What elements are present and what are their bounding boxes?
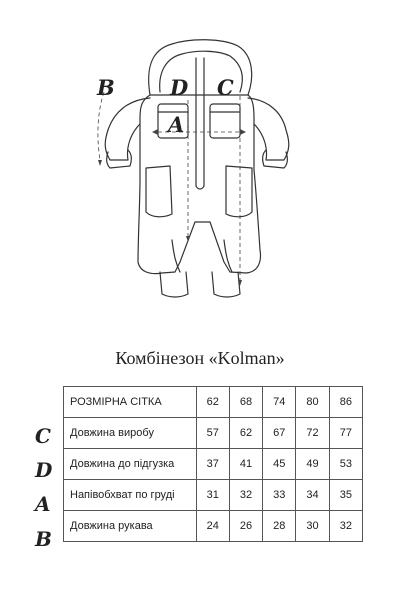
row-letter-a: A xyxy=(35,492,51,516)
row-letter-c: C xyxy=(35,424,51,448)
cell-value: 57 xyxy=(196,418,229,449)
cell-value: 53 xyxy=(329,449,362,480)
cell-value: 24 xyxy=(196,511,229,542)
label-a: A xyxy=(168,112,185,137)
side-pocket-right xyxy=(226,166,252,217)
cell-value: 49 xyxy=(296,449,329,480)
size-header: 74 xyxy=(263,387,296,418)
cell-value: 35 xyxy=(329,480,362,511)
table-row xyxy=(64,418,363,449)
left-ankle-cuff xyxy=(160,272,188,297)
cell-value: 41 xyxy=(229,449,262,480)
cell-value: 67 xyxy=(263,418,296,449)
row-label: Довжина виробу xyxy=(64,418,197,449)
size-chart-table xyxy=(63,386,363,542)
label-d: D xyxy=(170,75,189,100)
size-header: 62 xyxy=(196,387,229,418)
row-letter-b: B xyxy=(35,527,52,551)
label-b: B xyxy=(97,75,115,100)
cell-value: 45 xyxy=(263,449,296,480)
cell-value: 37 xyxy=(196,449,229,480)
table-row xyxy=(64,480,363,511)
chest-pocket-right xyxy=(210,104,240,138)
cell-value: 26 xyxy=(229,511,262,542)
cell-value: 31 xyxy=(196,480,229,511)
right-ankle-cuff xyxy=(212,272,240,297)
cell-value: 72 xyxy=(296,418,329,449)
cell-value: 33 xyxy=(263,480,296,511)
table-row xyxy=(64,511,363,542)
measure-b-line xyxy=(98,92,104,160)
product-title: Комбінезон «Kolman» xyxy=(115,348,285,368)
row-label: Довжина рукава xyxy=(64,511,197,542)
zipper xyxy=(196,58,204,186)
cell-value: 77 xyxy=(329,418,362,449)
row-label: Довжина до підгузка xyxy=(64,449,197,480)
cell-value: 32 xyxy=(329,511,362,542)
label-c: C xyxy=(217,75,234,100)
cell-value: 28 xyxy=(263,511,296,542)
size-header: 68 xyxy=(229,387,262,418)
body-outline xyxy=(138,95,260,274)
left-sleeve xyxy=(105,98,150,160)
header-label: РОЗМІРНА СІТКА xyxy=(64,387,197,418)
table-header-row xyxy=(64,387,363,418)
cell-value: 32 xyxy=(229,480,262,511)
cell-value: 34 xyxy=(296,480,329,511)
table-row xyxy=(64,449,363,480)
cell-value: 30 xyxy=(296,511,329,542)
row-label: Напівобхват по груді xyxy=(64,480,197,511)
size-header: 80 xyxy=(296,387,329,418)
size-header: 86 xyxy=(329,387,362,418)
cell-value: 62 xyxy=(229,418,262,449)
side-pocket-left xyxy=(146,166,172,217)
row-letter-d: D xyxy=(35,458,53,482)
